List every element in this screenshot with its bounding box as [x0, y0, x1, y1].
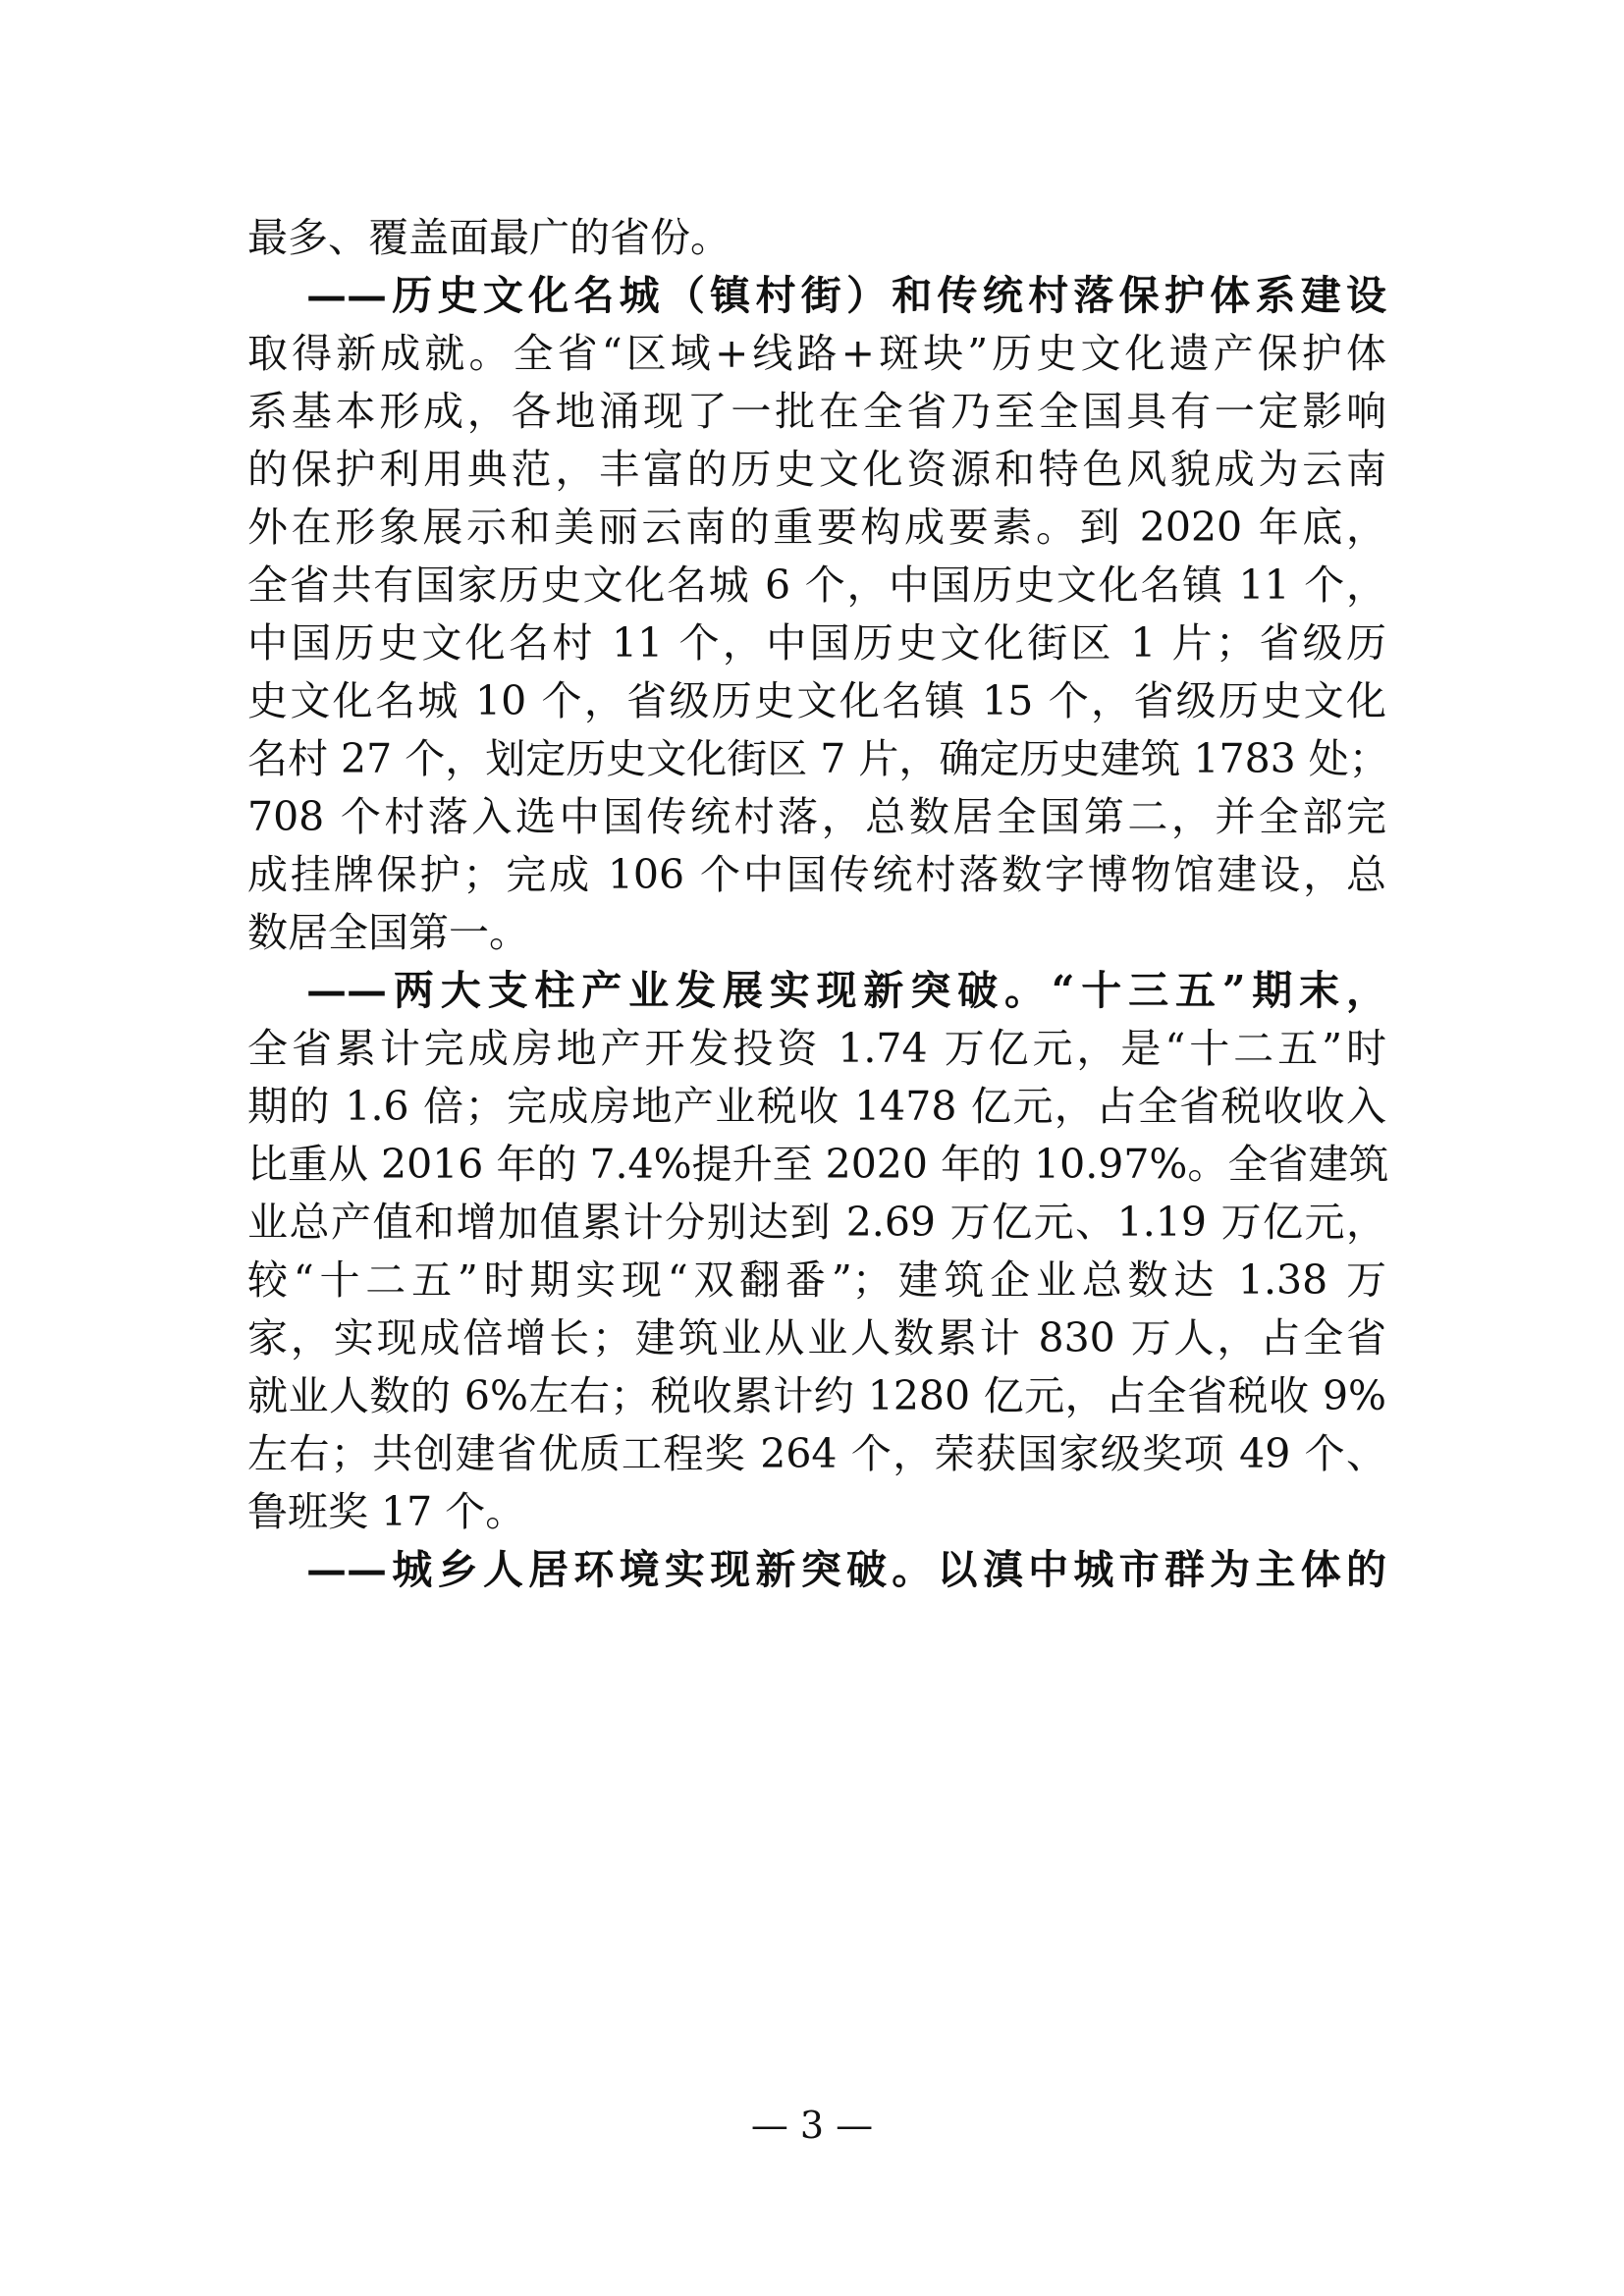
text-line: 比重从 2016 年的 7.4%提升至 2020 年的 10.97%。全省建筑	[247, 1141, 1389, 1188]
text-line: 全省累计完成房地产开发投资 1.74 万亿元，是“十二五”时	[247, 1025, 1386, 1072]
text-line: 就业人数的 6%左右；税收累计约 1280 亿元，占全省税收 9%	[247, 1372, 1386, 1419]
text-line: 史文化名城 10 个，省级历史文化名镇 15 个，省级历史文化	[247, 677, 1386, 724]
text-line: 中国历史文化名村 11 个，中国历史文化街区 1 片；省级历	[247, 619, 1386, 667]
text-line: 的保护利用典范，丰富的历史文化资源和特色风貌成为云南	[247, 446, 1386, 493]
text-line: 鲁班奖 17 个。	[247, 1488, 526, 1535]
text-line: 数居全国第一。	[247, 909, 529, 956]
text-line: 左右；共创建省优质工程奖 264 个，荣获国家级奖项 49 个、	[247, 1430, 1386, 1477]
text-line: 外在形象展示和美丽云南的重要构成要素。到 2020 年底，	[247, 504, 1386, 551]
text-line: 系基本形成，各地涌现了一批在全省乃至全国具有一定影响	[247, 388, 1386, 435]
text-line: 较“十二五”时期实现“双翻番”；建筑企业总数达 1.38 万	[247, 1256, 1386, 1304]
text-line: 成挂牌保护；完成 106 个中国传统村落数字博物馆建设，总	[247, 851, 1386, 898]
text-line: ——城乡人居环境实现新突破。以滇中城市群为主体的	[306, 1546, 1386, 1593]
page-number: — 3 —	[750, 2104, 874, 2147]
section-heading-line	[247, 961, 1386, 1020]
text-line: 取得新成就。全省“区域+线路+斑块”历史文化遗产保护体	[247, 330, 1386, 377]
text-line: ——两大支柱产业发展实现新突破。“十三五”期末，	[306, 967, 1386, 1014]
text-line: 全省共有国家历史文化名城 6 个，中国历史文化名镇 11 个，	[247, 561, 1386, 609]
text-line: 期的 1.6 倍；完成房地产业税收 1478 亿元，占全省税收收入	[247, 1083, 1386, 1130]
text-line: 最多、覆盖面最广的省份。	[247, 214, 731, 261]
text-line: 名村 27 个，划定历史文化街区 7 片，确定历史建筑 1783 处；	[247, 735, 1389, 782]
section-heading-line	[247, 1540, 1386, 1599]
text-line: 708 个村落入选中国传统村落，总数居全国第二，并全部完	[247, 793, 1386, 840]
section-heading-line	[247, 266, 1386, 325]
text-line: ——历史文化名城（镇村街）和传统村落保护体系建设	[306, 272, 1386, 319]
text-line: 家，实现成倍增长；建筑业从业人数累计 830 万人，占全省	[247, 1314, 1386, 1362]
text-line: 业总产值和增加值累计分别达到 2.69 万亿元、1.19 万亿元，	[247, 1199, 1386, 1246]
